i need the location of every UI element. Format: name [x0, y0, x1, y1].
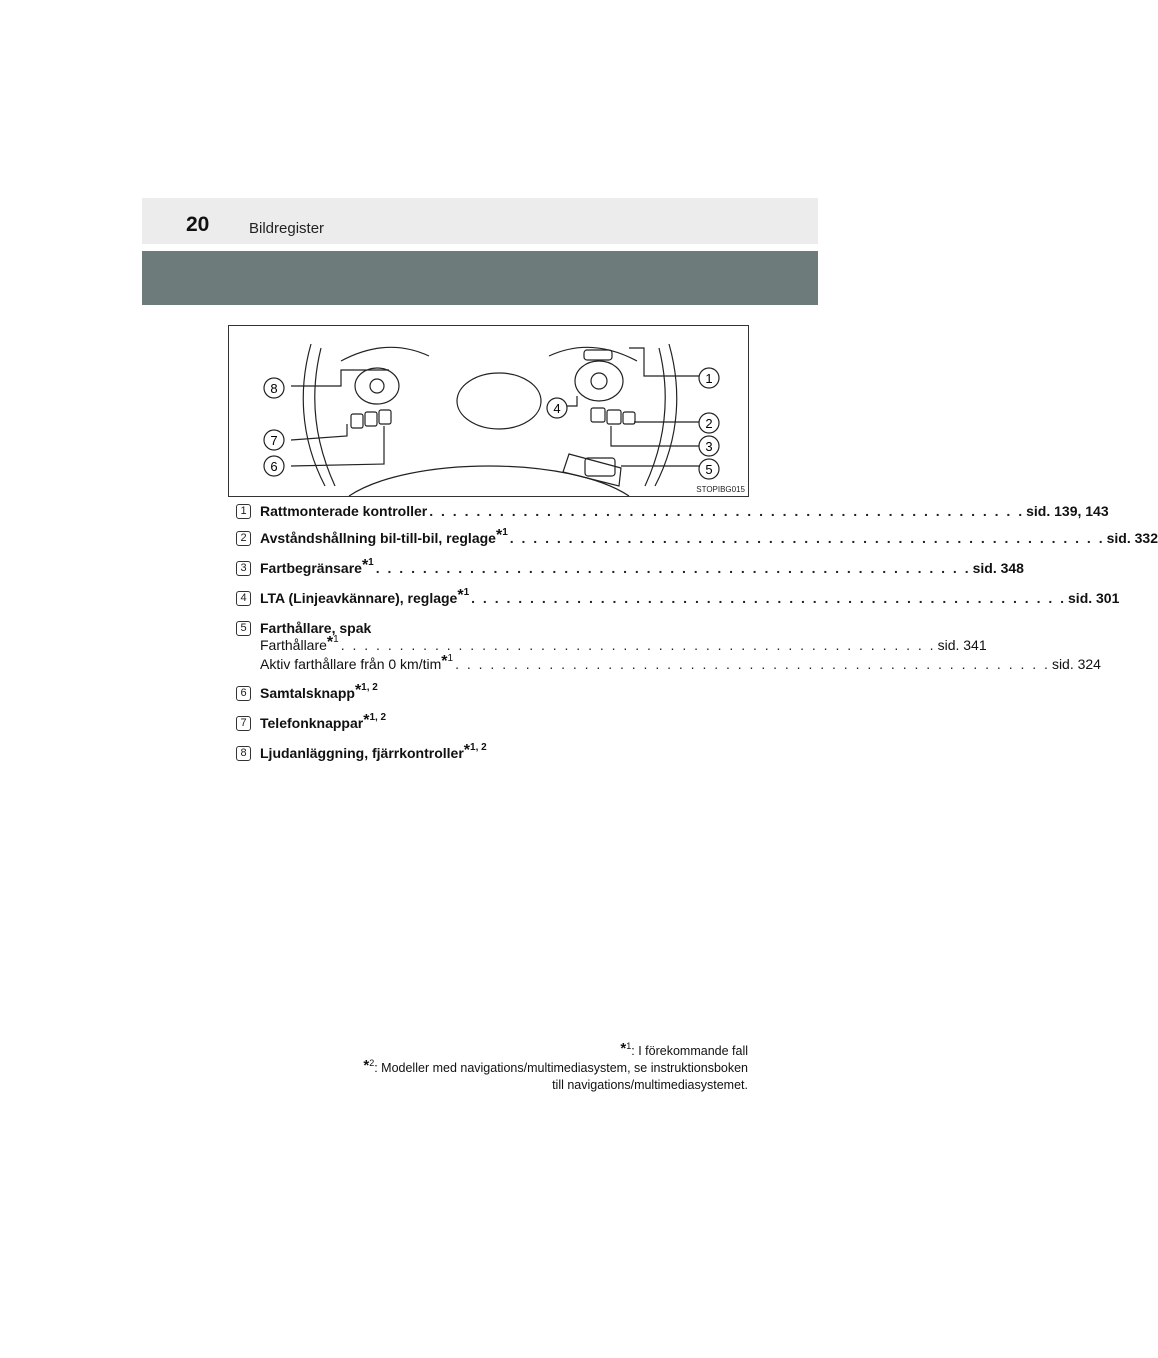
- footnote-ref: 1, 2: [470, 742, 487, 753]
- entry-number-badge: 8: [236, 746, 251, 761]
- footnote-star-icon: *: [463, 742, 471, 759]
- callout-2-label: 2: [705, 416, 713, 431]
- entry-8: [236, 744, 726, 765]
- footnote-text: : I förekommande fall: [631, 1044, 748, 1058]
- entry-label: Avståndshållning bil-till-bil, reglage: [260, 530, 496, 546]
- entry-label: Ljudanläggning, fjärrkontroller: [260, 745, 464, 761]
- footnote-star-icon: *: [441, 653, 448, 670]
- footnote-ref: 1, 2: [369, 712, 387, 723]
- dot-leader: . . . . . . . . . . . . . . . . . . . . . . . . . . . . . . . . . . . . . . . . . . . . . . . . . . .: [471, 590, 1067, 606]
- callout-8: [264, 378, 284, 398]
- entry-5: [236, 619, 1101, 675]
- footnotes: [363, 1040, 748, 1093]
- footnote-ref: 1: [502, 527, 508, 538]
- dot-leader: . . . . . . . . . . . . . . . . . . . . . . . . . . . . . . . . . . . . . . . . . . . . . . . . . . .: [429, 503, 1025, 519]
- entry-label: Farthållare, spak: [260, 620, 372, 636]
- callout-6-label: 6: [270, 459, 278, 474]
- index-entries: [236, 500, 1158, 765]
- entry-1: [236, 502, 1109, 520]
- entry-number-badge: 5: [236, 621, 251, 636]
- footnote-star-icon: *: [620, 1040, 627, 1057]
- footnote-star-icon: *: [361, 557, 369, 574]
- dot-leader: . . . . . . . . . . . . . . . . . . . . . . . . . . . . . . . . . . . . . . . . . . . . . . . . . . .: [509, 530, 1105, 546]
- callout-1-label: 1: [705, 371, 713, 386]
- sub-entry: [260, 634, 987, 656]
- callout-8-label: 8: [270, 381, 278, 396]
- callout-7: [264, 430, 284, 450]
- entry-label: Rattmonterade kontroller: [260, 503, 428, 519]
- callout-3: [699, 436, 719, 456]
- entry-number-badge: 4: [236, 591, 251, 606]
- entry-3: [236, 557, 1024, 580]
- page-number: 20: [186, 213, 210, 236]
- entry-7: [236, 714, 726, 735]
- callout-7-label: 7: [270, 433, 278, 448]
- entry-label: Samtalsknapp: [260, 685, 355, 701]
- footnote-ref: 1: [333, 634, 339, 645]
- callout-1: [699, 368, 719, 388]
- dot-leader: . . . . . . . . . . . . . . . . . . . . . . . . . . . . . . . . . . . . . . . . . . . . . . . . . . .: [455, 656, 1050, 672]
- footnote-star-icon: *: [495, 527, 503, 544]
- entry-page-link[interactable]: sid. 332: [1106, 530, 1158, 546]
- section-title: Bildregister: [249, 220, 325, 237]
- entry-page-link[interactable]: sid. 301: [1068, 590, 1120, 606]
- entry-page-link[interactable]: sid. 348: [972, 560, 1024, 576]
- callout-4: [547, 398, 567, 418]
- footnote-ref: 1, 2: [361, 682, 378, 693]
- callout-4-label: 4: [553, 401, 561, 416]
- figure-callouts: [264, 368, 719, 479]
- figure-code: STOPIBG015: [696, 485, 745, 494]
- entry-number-badge: 2: [236, 531, 251, 546]
- sub-entry-label: Farthållare: [260, 637, 327, 653]
- entry-6: [236, 684, 726, 705]
- section-band: [142, 251, 818, 305]
- footnote-ref: 1: [447, 653, 454, 664]
- steering-wheel-illustration: [229, 326, 748, 496]
- footnote-star-icon: *: [326, 634, 334, 651]
- dot-leader: . . . . . . . . . . . . . . . . . . . . . . . . . . . . . . . . . . . . . . . . . . . . . . . . . . .: [375, 560, 971, 576]
- entry-page-link[interactable]: sid. 139, 143: [1026, 503, 1109, 519]
- callout-2: [699, 413, 719, 433]
- sub-entry-page-link[interactable]: sid. 341: [937, 637, 987, 653]
- callout-3-label: 3: [705, 439, 713, 454]
- footnote-star-icon: *: [354, 682, 362, 699]
- entry-number-badge: 7: [236, 716, 251, 731]
- entry-label: LTA (Linjeavkännare), reglage: [260, 590, 458, 606]
- sub-entry-label: Aktiv farthållare från 0 km/tim: [260, 656, 442, 672]
- sub-entry-page-link[interactable]: sid. 324: [1051, 656, 1101, 672]
- footnote-1: [363, 1040, 748, 1060]
- footnote-text: : Modeller med navigations/multimediasystem, se instruktionsboken: [374, 1061, 748, 1075]
- entry-label: Telefonknappar: [260, 715, 364, 731]
- footnote-ref: 1: [463, 587, 470, 598]
- footnote-text: till navigations/multimediasystemet.: [552, 1078, 748, 1092]
- entry-4: [236, 587, 1120, 610]
- steering-wheel-figure: [228, 325, 749, 497]
- footnote-ref: 1: [368, 557, 374, 568]
- callout-5-label: 5: [705, 462, 713, 477]
- footnote-star-icon: *: [457, 587, 464, 604]
- footnote-2-continued: [363, 1077, 748, 1093]
- callout-5: [699, 459, 719, 479]
- footnote-2: [363, 1057, 748, 1077]
- header-bar: [142, 198, 818, 244]
- footnote-number: 2: [369, 1058, 375, 1068]
- dot-leader: . . . . . . . . . . . . . . . . . . . . . . . . . . . . . . . . . . . . . . . . . . . . . . . . . . .: [340, 637, 936, 653]
- entry-number-badge: 6: [236, 686, 251, 701]
- entry-number-badge: 1: [236, 504, 251, 519]
- entry-2: [236, 527, 1158, 550]
- footnote-star-icon: *: [363, 712, 370, 729]
- sub-entry: [260, 653, 1101, 675]
- entry-label: Fartbegränsare: [260, 560, 362, 576]
- callout-6: [264, 456, 284, 476]
- footnote-number: 1: [626, 1041, 632, 1051]
- footnote-star-icon: *: [363, 1057, 370, 1074]
- entry-number-badge: 3: [236, 561, 251, 576]
